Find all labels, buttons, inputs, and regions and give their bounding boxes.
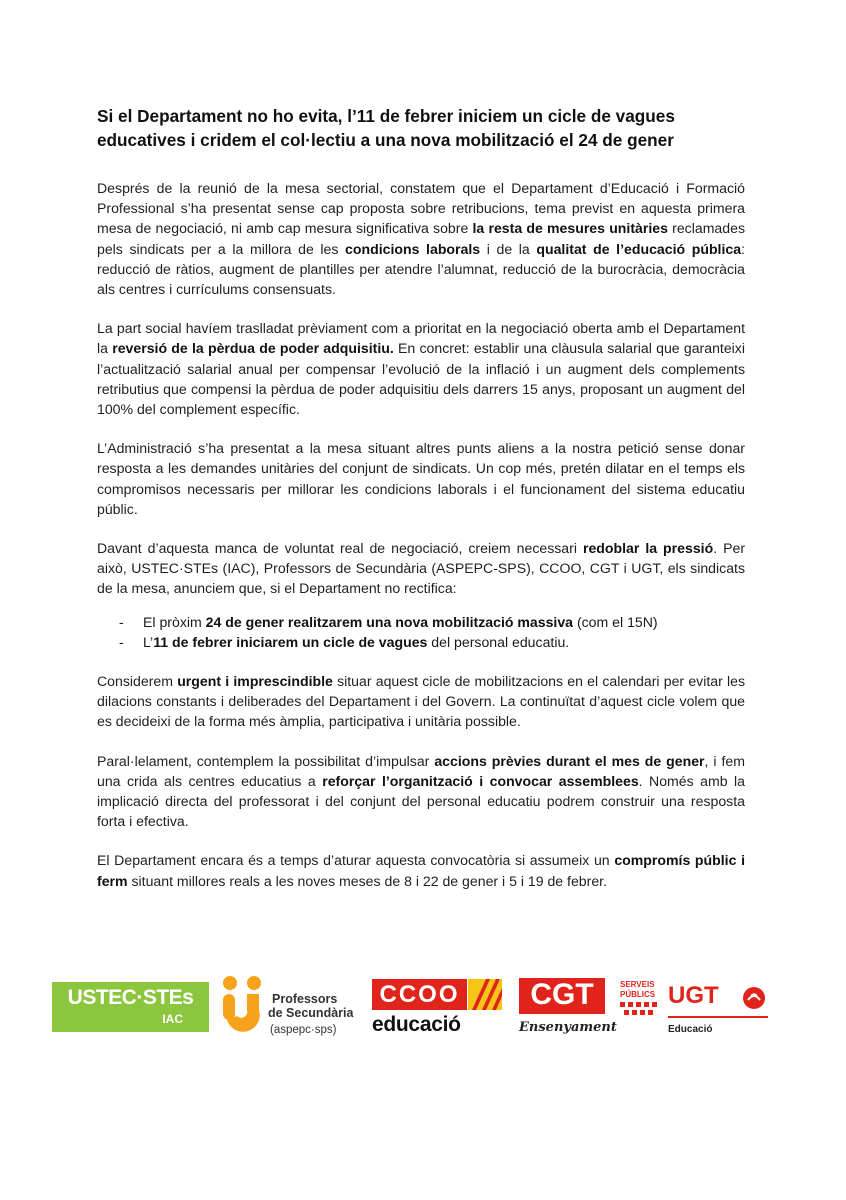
paragraph-6: Paral·lelament, contemplem la possibilitat d’impulsar accions prèvies durant el mes de gener, i fem una crida als centres educatius a reforçar l’organització i convocar assemblees. Només amb la implicació directa del professorat i del conjunt del personal educatiu podrem construir una resposta forta i efectiva. [97, 752, 745, 830]
aspepc-logo-line3: (aspepc·sps) [270, 1024, 337, 1036]
document-page [97, 104, 745, 910]
cgt-logo-sub: Ensenyament [519, 1020, 617, 1035]
paragraph-2: La part social havíem traslladat prèviament com a prioritat en la negociació oberta amb el Departament la reversió de la pèrdua de poder adquisitiu. En concret: establir una clàusula salarial que garanteixi l’actualització salarial anual per compensar l’evolució de la inflació i un augment dels complements retributius que compensi la pèrdua de poder adquisitiu dels darrers 15 anys, proposant un augment del 100% del complement específic. [97, 320, 745, 418]
ugt-logo-name: UGT [668, 982, 719, 1009]
paragraph-5: Considerem urgent i imprescindible situar aquest cicle de mobilitzacions en el calendari per evitar les dilacions constants i deliberades del Departament i del Govern. La continuïtat d’aquest cicle volem que es decideixi de la forma més àmplia, participativa i unitària possible. [97, 673, 746, 730]
ugt-logo-rule [668, 1016, 768, 1018]
ccoo-logo-name: CCOO [379, 981, 460, 1008]
ugt-logo [620, 980, 770, 1042]
aspepc-emblem-icon [220, 974, 266, 1036]
cgt-logo-name: CGT [530, 978, 594, 1011]
ustec-logo-name: USTEC·STEs [67, 986, 194, 1009]
ccoo-logo [372, 979, 504, 1041]
cgt-logo-box [519, 978, 605, 1014]
union-logos [0, 972, 846, 1042]
ugt-dots-icon [620, 1002, 662, 1016]
list-item: - El pròxim 24 de gener realitzarem una nova mobilització massiva (com el 15N) [119, 612, 745, 632]
announcement-list [97, 612, 745, 652]
paragraph-3: L’Administració s’ha presentat a la mesa situant altres punts aliens a la nostra petició sense donar resposta a les demandes unitàries del conjunt de sindicats. Un cop més, pretén dilatar en el temps els compromisos necessaris per millorar les condicions laborals i el funcionament del sistema educatiu públic. [97, 440, 745, 517]
ugt-rose-icon [742, 986, 766, 1010]
paragraph-1: Després de la reunió de la mesa sectorial, constatem que el Departament d’Educació i Formació Professional s’ha presentat sense cap proposta sobre retribucions, tema previst en aquesta primera mesa de negociació, ni amb cap mesura significativa sobre la resta de mesures unitàries reclamades pels sindicats per a la millora de les condicions laborals i de la qualitat de l’educació pública: reducció de ràtios, augment de plantilles per atendre l’alumnat, reducció de la burocràcia, democràcia als centres i currículums consensuats. [97, 180, 745, 298]
ugt-logo-pre: SERVEIS PÚBLICS [620, 980, 656, 999]
senyera-flag-icon [468, 979, 502, 1010]
ccoo-logo-box [372, 979, 467, 1010]
ccoo-logo-sub: educació [372, 1013, 461, 1036]
aspepc-logo-line2: de Secundària [268, 1006, 354, 1020]
document-title: Si el Departament no ho evita, l’11 de febrer iniciem un cicle de vagues educatives i cridem el col·lectiu a una nova mobilització el 24 de gener [97, 106, 675, 150]
ustec-logo-sub: IAC [162, 1012, 183, 1026]
aspepc-logo [220, 974, 360, 1040]
ustec-logo [52, 982, 209, 1032]
paragraph-7: El Departament encara és a temps d’aturar aquesta convocatòria si assumeix un compromís públic i ferm situant millores reals a les noves meses de 8 i 22 de gener i 5 i 19 de febrer. [97, 852, 746, 889]
aspepc-logo-line1: Professors [272, 992, 338, 1006]
paragraph-4: Davant d’aquesta manca de voluntat real de negociació, creiem necessari redoblar la pressió. Per això, USTEC·STEs (IAC), Professors de Secundària (ASPEPC-SPS), CCOO, CGT i UGT, els sindicats de la mesa, anunciem que, si el Departament no rectifica: [97, 540, 746, 597]
cgt-logo [519, 978, 617, 1042]
ugt-logo-sub: Educació [668, 1024, 713, 1035]
list-item: - L’11 de febrer iniciarem un cicle de vagues del personal educatiu. [119, 632, 745, 652]
